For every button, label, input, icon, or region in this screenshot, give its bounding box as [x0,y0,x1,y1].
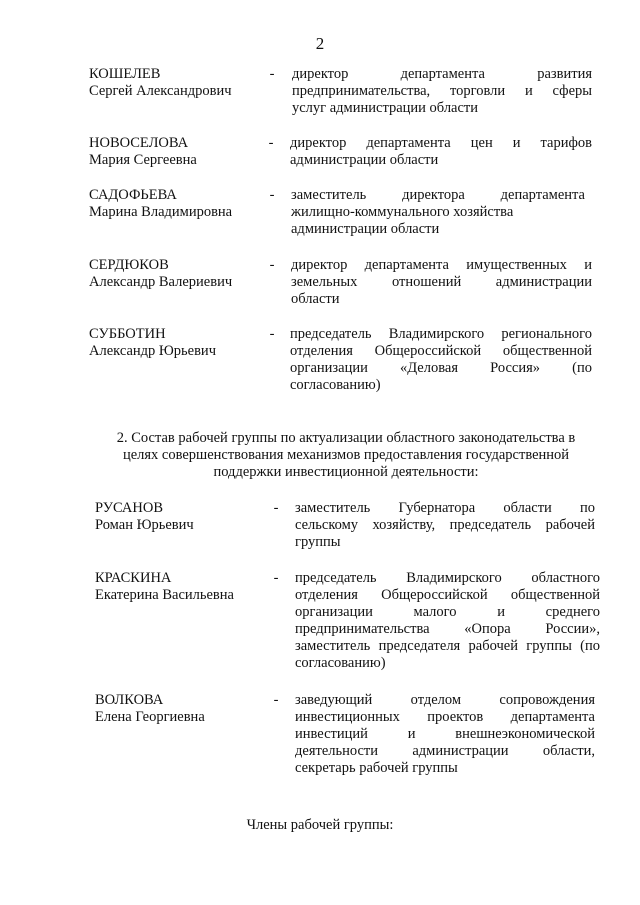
desc-line: председатель Владимирского областного [295,570,600,586]
desc-line: земельных отношений администрации [291,274,592,290]
surname: СУББОТИН [89,326,166,342]
surname: ВОЛКОВА [95,692,164,708]
desc-line: согласованию) [295,655,386,671]
person-name [89,66,269,100]
desc-line: согласованию) [290,377,381,393]
dash: - [269,66,275,82]
person-name [95,570,275,604]
position-description [290,135,592,169]
position-description [295,570,600,672]
desc-line: заместитель директора департамента [291,187,585,203]
desc-line: заместитель Губернатора области по [295,500,595,516]
desc-line: деятельности администрации области, [295,743,595,759]
position-description [291,257,592,308]
desc-line: области [291,291,340,307]
position-description [292,66,592,117]
given-name: Александр Валериевич [89,274,233,290]
desc-line: группы [295,534,341,550]
members-heading: Члены рабочей группы: [246,817,394,833]
desc-line: отделения Общероссийской общественной [295,587,600,603]
section-heading: 2. Состав рабочей группы по актуализации областного законодательства в целях совершенствования механизмов предоставления государственной поддержки инвестиционной деятельности: [116,430,576,480]
surname: СЕРДЮКОВ [89,257,169,273]
position-description [291,187,585,238]
desc-line: заведующий отделом сопровождения [295,692,595,708]
desc-line: администрации области [290,152,439,168]
person-name [89,326,269,360]
desc-line: инвестиционных проектов департамента [295,709,595,725]
surname: КОШЕЛЕВ [89,66,161,82]
desc-line: предпринимательства «Опора России», [295,621,600,637]
given-name: Роман Юрьевич [95,517,194,533]
desc-line: отделения Общероссийской общественной [290,343,592,359]
dash: - [269,257,275,273]
dash: - [273,570,279,586]
given-name: Марина Владимировна [89,204,233,220]
page-number: 2 [315,34,325,53]
given-name: Александр Юрьевич [89,343,216,359]
person-name [89,257,269,291]
dash: - [268,135,274,151]
dash: - [273,500,279,516]
surname: РУСАНОВ [95,500,164,516]
given-name: Мария Сергеевна [89,152,197,168]
desc-line: предпринимательства, торговли и сферы [292,83,592,99]
position-description [295,500,595,551]
surname: НОВОСЕЛОВА [89,135,189,151]
desc-line: инвестиций и внешнеэкономической [295,726,595,742]
desc-line: заместитель председателя рабочей группы (по [295,638,600,654]
given-name: Екатерина Васильевна [95,587,234,603]
desc-line: сельскому хозяйству, председатель рабочей [295,517,595,533]
surname: КРАСКИНА [95,570,172,586]
desc-line: председатель Владимирского регионального [290,326,592,342]
desc-line: директор департамента цен и тарифов [290,135,592,151]
dash: - [269,187,275,203]
desc-line: организации «Деловая Россия» (по [290,360,592,376]
desc-line: директор департамента развития [292,66,592,82]
position-description [295,692,595,777]
given-name: Сергей Александрович [89,83,232,99]
position-description [290,326,592,394]
desc-line: секретарь рабочей группы [295,760,458,776]
desc-line: услуг администрации области [292,100,479,116]
surname: САДОФЬЕВА [89,187,177,203]
person-name [95,692,275,726]
desc-line: директор департамента имущественных и [291,257,592,273]
dash: - [273,692,279,708]
given-name: Елена Георгиевна [95,709,205,725]
person-name [89,135,269,169]
person-name [95,500,275,534]
desc-line: администрации области [291,221,440,237]
dash: - [269,326,275,342]
person-name [89,187,269,221]
desc-line: организации малого и среднего [295,604,600,620]
desc-line: жилищно-коммунального хозяйства [291,204,514,220]
